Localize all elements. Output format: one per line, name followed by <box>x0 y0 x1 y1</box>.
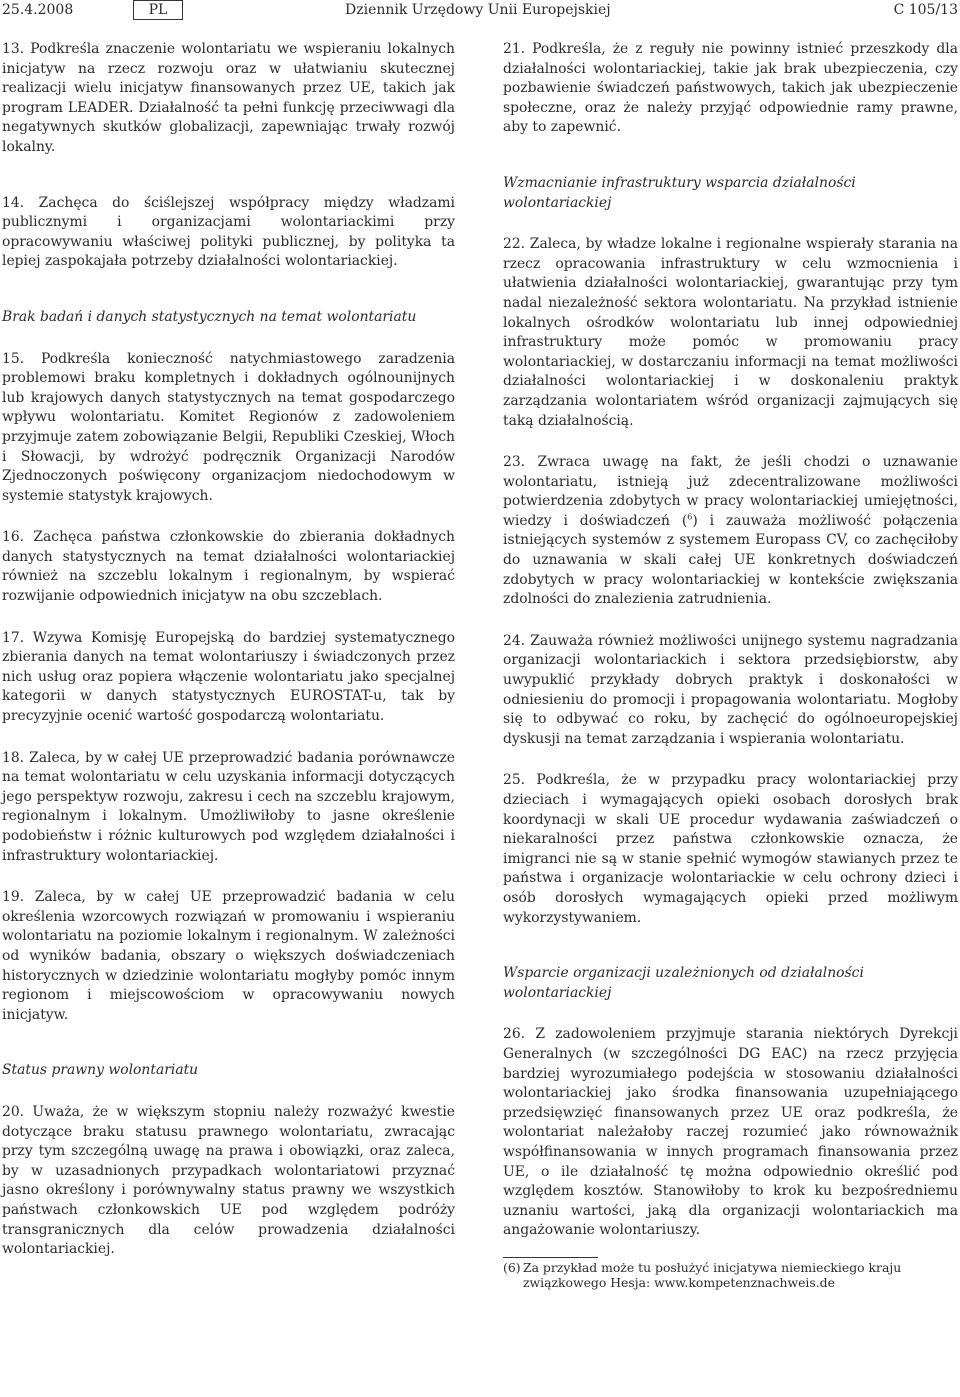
paragraph-25: 25. Podkreśla, że w przypadku pracy wolontariackiej przy dzieciach i wymagających opieki osobach dorosłych brak koordynacji w skali UE procedur wydawania zaświadczeń o niekaralności przez państwa członkowskie oznacza, że imigranci nie są w stanie spełnić wymogów stawianych przez te państwa i organizacje wolontariackie w celu ochrony dzieci i osób dorosłych wymagających opieki przed możliwym wykorzystywaniem. <box>503 772 958 926</box>
paragraph-23-part-2: ) i zauważa możliwość połączenia istniejących systemów z systemem Europass CV, co zachęciłoby do uznawania w skali całej UE konkretnych doświadczeń zdobytych w pracy wolontariackiej w kontekście zwiększania zdolności do znalezienia zatrudnienia. <box>503 512 958 608</box>
paragraph-22: 22. Zaleca, by władze lokalne i regionalne wspierały starania na rzecz opracowania infrastruktury w celu wzmocnienia i ułatwienia działalności wolontariackiej, gwarantując przy tym nadal niezależność sektora wolontariatu. Na przykład istnienie lokalnych ośrodków wolontariatu lub innej odpowiedniej infrastruktury może pomóc w promowaniu pracy wolontariackiej, w dostarczaniu informacji na temat możliwości działalności wolontariackiej i w doskonaleniu praktyk zarządzania wolontariatem wśród organizacji zajmujących się taką działalnością. <box>503 236 958 429</box>
paragraph-15: 15. Podkreśla konieczność natychmiastowego zaradzenia problemowi braku kompletnych i dokładnych ogólnounijnych lub krajowych danych statystycznych na temat gospodarczego wpływu wolontariatu. Komitet Regionów z zadowoleniem przyjmuje zatem zobowiązanie Belgii, Republiki Czeskiej, Włoch i Słowacji, by wdrożyć podręcznik Organizacji Narodów Zjednoczonych poświęcony organizacjom niedochodowym w systemie statystyk krajowych. <box>2 350 455 504</box>
right-column <box>503 40 958 1291</box>
section-heading-support: Wsparcie organizacji uzależnionych od działalności wolontariackiej <box>503 965 864 1001</box>
page-reference: C 105/13 <box>893 2 958 18</box>
paragraph-16: 16. Zachęca państwa członkowskie do zbierania dokładnych danych statystycznych na temat działalności wolontariackiej również na szczeblu lokalnym i regionalnym, by wspierać rozwijanie odpowiednich inicjatyw na obu szczeblach. <box>2 529 455 605</box>
paragraph-23 <box>503 453 958 610</box>
paragraph-19: 19. Zaleca, by w całej UE przeprowadzić badania w celu określenia wzorcowych rozwiązań w promowaniu i wspieraniu wolontariatu na poziomie lokalnym i regionalnym. W zależności od wyników badania, obszary o większych doświadczeniach historycznych w dziedzinie wolontariatu mogłyby pomóc innym regionom i miejscowościom w opracowywaniu nowych inicjatyw. <box>2 889 455 1023</box>
publication-date: 25.4.2008 <box>2 2 74 18</box>
section-heading-statistics: Brak badań i danych statystycznych na temat wolontariatu <box>2 308 417 325</box>
paragraph-17: 17. Wzywa Komisję Europejską do bardziej systematycznego zbierania danych na temat wolontariuszy i świadczonych przez nich usług oraz popiera włączenie wolontariatu jako specjalnej kategorii w danych statystycznych EUROSTAT-u, tak by precyzyjnie ocenić wartość gospodarczą wolontariatu. <box>2 629 455 725</box>
paragraph-24: 24. Zauważa również możliwości unijnego systemu nagradzania organizacji wolontariackich i sektora przedsiębiorstw, aby uwypuklić przykłady dobrych praktyk i doskonałości w odniesieniu do promocji i propagowania wolontariatu. Mogłoby się to odbywać co roku, by zachęcić do ogólnoeuropejskiej dyskusji na temat zarządzania i wspierania wolontariatu. <box>503 632 958 747</box>
left-column <box>2 40 455 1260</box>
paragraph-13: 13. Podkreśla znaczenie wolontariatu we wspieraniu lokalnych inicjatyw na rzecz rozwoju oraz w ułatwianiu skutecznej realizacji wielu inicjatyw finansowanych przez UE, takich jak program LEADER. Działalność ta pełni funkcję przeciwwagi dla negatywnych skutków globalizacji, zapewniając trwały rozwój lokalny. <box>2 41 455 155</box>
journal-title: Dziennik Urzędowy Unii Europejskiej <box>345 2 611 18</box>
language-badge: PL <box>133 0 183 20</box>
footnote-mark: (6) <box>503 1259 521 1275</box>
page-header <box>0 0 960 22</box>
paragraph-26: 26. Z zadowoleniem przyjmuje starania niektórych Dyrekcji Generalnych (w szczególności DG EAC) na rzecz przyjęcia bardziej wyrozumiałego podejścia w stosowaniu działalności wolontariackiej jako środka finansowania uzupełniającego przedsięwzięć finansowanych przez UE oraz podkreśla, że wolontariat należałoby raczej rozumieć jako równoważnik współfinansowania w innych programach finansowania przez UE, o ile działalność tę można odpowiednio określić pod względem kosztów. Stanowiłoby to krok ku bezpośredniemu uznaniu wartości, jaką dla organizacji wolontariackich ma angażowanie wolontariuszy. <box>503 1026 958 1239</box>
paragraph-14: 14. Zachęca do ściślejszej współpracy między władzami publicznymi i organizacjami wolontariackimi przy opracowywaniu właściwej polityki publicznej, by polityka ta lepiej zaspokajała potrzeby działalności wolontariackiej. <box>2 194 455 270</box>
section-heading-infrastructure: Wzmacnianie infrastruktury wsparcia działalności wolontariackiej <box>503 174 856 211</box>
footnote-separator <box>503 1257 598 1258</box>
paragraph-21: 21. Podkreśla, że z reguły nie powinny istnieć przeszkody dla działalności wolontariackiej, takie jak brak ubezpieczenia, czy pozbawienie świadczeń państwowych, takich jak ubezpieczenie społeczne, oraz że należy przyjąć odpowiednie ramy prawne, aby to zapewnić. <box>503 41 958 136</box>
footnote-reference[interactable]: 6 <box>687 512 693 522</box>
paragraph-20: 20. Uważa, że w większym stopniu należy rozważyć kwestie dotyczące braku statusu prawnego wolontariatu, zwracając przy tym szczególną uwagę na prawa i obowiązki, oraz zaleca, by w uzasadnionych przypadkach wolontariatowi przyznać jasno określony i porównywalny status prawny we wszystkich państwach członkowskich UE pod względem podróży transgranicznych dla celów prowadzenia działalności wolontariackiej. <box>2 1103 455 1258</box>
section-heading-legal-status: Status prawny wolontariatu <box>2 1062 199 1079</box>
footnote <box>503 1260 958 1291</box>
footnote-text: Za przykład może tu posłużyć inicjatywa niemieckiego kraju związkowego Hesja: www.kompetenznachweis.de <box>523 1259 902 1291</box>
paragraph-23-part-1: 23. Zwraca uwagę na fakt, że jeśli chodzi o uznawanie wolontariatu, istnieją już zdecentralizowane możliwości potwierdzenia zdobytych w pracy wolontariackiej umiejętności, wiedzy i doświadczeń ( <box>503 454 958 529</box>
paragraph-18: 18. Zaleca, by w całej UE przeprowadzić badania porównawcze na temat wolontariatu w celu uzyskania informacji dotyczących jego perspektyw rozwoju, zakresu i cech na szczeblu krajowym, regionalnym i lokalnym. Umożliwiłoby to jasne określenie podobieństw i różnic kulturowych pod względem działalności i infrastruktury wolontariackiej. <box>2 749 455 864</box>
